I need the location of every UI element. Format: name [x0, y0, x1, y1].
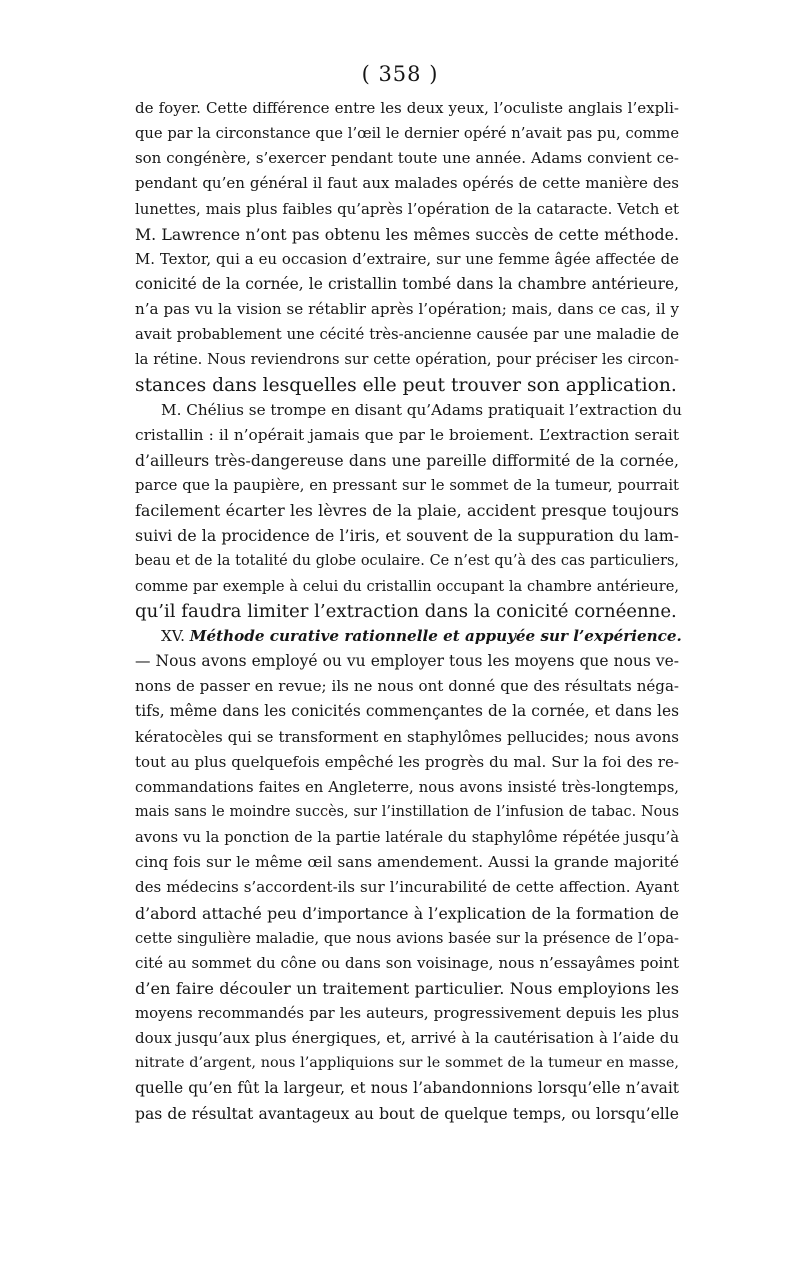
text-line-38: doux jusqu’aux plus énergiques, et, arrivé à la cautérisation à l’aide du	[135, 1029, 679, 1048]
text-line-10: avait probablement une cécité très-ancienne causée par une maladie de	[135, 326, 679, 344]
text-line-33: d’abord attaché peu d’importance à l’explication de la formation de	[135, 903, 679, 923]
text-line-7: M. Textor, qui a eu occasion d’extraire, sur une femme âgée affectée de	[135, 249, 679, 268]
text-line-14: cristallin : il n’opérait jamais que par le broiement. L’extraction serait	[135, 425, 679, 444]
text-line-6: M. Lawrence n’ont pas obtenu les mêmes succès de cette méthode.	[135, 224, 679, 244]
text-line-18: suivi de la procidence de l’iris, et souvent de la suppuration du lam-	[135, 526, 679, 546]
text-line-17: facilement écarter les lèvres de la plaie, accident presque toujours	[135, 501, 679, 521]
text-line-9: n’a pas vu la vision se rétablir après l’opération; mais, dans ce cas, il y	[135, 300, 679, 319]
text-line-2: que par la circonstance que l’œil le dernier opéré n’avait pas pu, comme	[135, 125, 679, 143]
text-line-28: commandations faites en Angleterre, nous avons insisté très-longtemps,	[135, 778, 679, 796]
text-line-36: d’en faire découler un traitement particulier. Nous employions les	[135, 978, 679, 998]
text-line-41: pas de résultat avantageux au bout de quelque temps, ou lorsqu’elle	[135, 1104, 679, 1123]
text-line-25: tifs, même dans les conicités commençantes de la cornée, et dans les	[135, 702, 679, 721]
text-line-19: beau et de la totalité du globe oculaire. Ce n’est qu’à des cas particuliers,	[135, 552, 679, 569]
text-line-3: son congénère, s’exercer pendant toute une année. Adams convient ce-	[135, 149, 679, 168]
text-line-8: conicité de la cornée, le cristallin tombé dans la chambre antérieure,	[135, 274, 679, 293]
text-line-35: cité au sommet du cône ou dans son voisinage, nous n’essayâmes point	[135, 953, 679, 972]
text-line-39: nitrate d’argent, nous l’appliquions sur le sommet de la tumeur en masse,	[135, 1055, 679, 1072]
text-line-20: comme par exemple à celui du cristallin occupant la chambre antérieure,	[135, 577, 679, 595]
text-line-32: des médecins s’accordent-ils sur l’incurabilité de cette affection. Ayant	[135, 878, 679, 897]
text-line-29: mais sans le moindre succès, sur l’instillation de l’infusion de tabac. Nous	[135, 803, 679, 820]
text-line-4: pendant qu’en général il faut aux malades opérés de cette manière des	[135, 174, 679, 193]
text-line-23: — Nous avons employé ou vu employer tous les moyens que nous ve-	[135, 652, 679, 671]
text-line-26: kératocèles qui se transforment en staphylômes pellucides; nous avons	[135, 727, 679, 746]
text-line-34: cette singulière maladie, que nous avions basée sur la présence de l’opa-	[135, 929, 679, 947]
section-heading: Méthode curative rationnelle et appuyée sur l’expérience.	[189, 626, 682, 645]
section-number: XV.	[161, 626, 185, 645]
page-number: ( 358 )	[361, 62, 439, 86]
body-text	[135, 96, 682, 1127]
text-line-13: M. Chélius se trompe en disant qu’Adams pratiquait l’extraction du	[161, 400, 682, 419]
text-line-16: parce que la paupière, en pressant sur le sommet de la tumeur, pourrait	[135, 477, 679, 495]
text-line-24: nons de passer en revue; ils ne nous ont donné que des résultats néga-	[135, 677, 679, 696]
text-line-1: de foyer. Cette différence entre les deux yeux, l’oculiste anglais l’expli-	[135, 99, 679, 117]
text-line-11: la rétine. Nous reviendrons sur cette opération, pour préciser les circon-	[135, 351, 679, 369]
text-line-30: avons vu la ponction de la partie latérale du staphylôme répétée jusqu’à	[135, 829, 679, 847]
section-heading-line	[135, 624, 682, 649]
text-line-5: lunettes, mais plus faibles qu’après l’opération de la cataracte. Vetch et	[135, 199, 679, 218]
text-line-12: stances dans lesquelles elle peut trouver son application.	[135, 374, 677, 396]
text-line-31: cinq fois sur le même œil sans amendement. Aussi la grande majorité	[135, 853, 679, 872]
text-line-27: tout au plus quelquefois empêché les progrès du mal. Sur la foi des re-	[135, 752, 679, 771]
text-line-21: qu’il faudra limiter l’extraction dans la conicité cornéenne.	[135, 600, 677, 622]
text-line-15: d’ailleurs très-dangereuse dans une pareille difformité de la cornée,	[135, 450, 679, 470]
text-line-37: moyens recommandés par les auteurs, progressivement depuis les plus	[135, 1004, 679, 1023]
text-line-40: quelle qu’en fût la largeur, et nous l’abandonnions lorsqu’elle n’avait	[135, 1079, 679, 1098]
